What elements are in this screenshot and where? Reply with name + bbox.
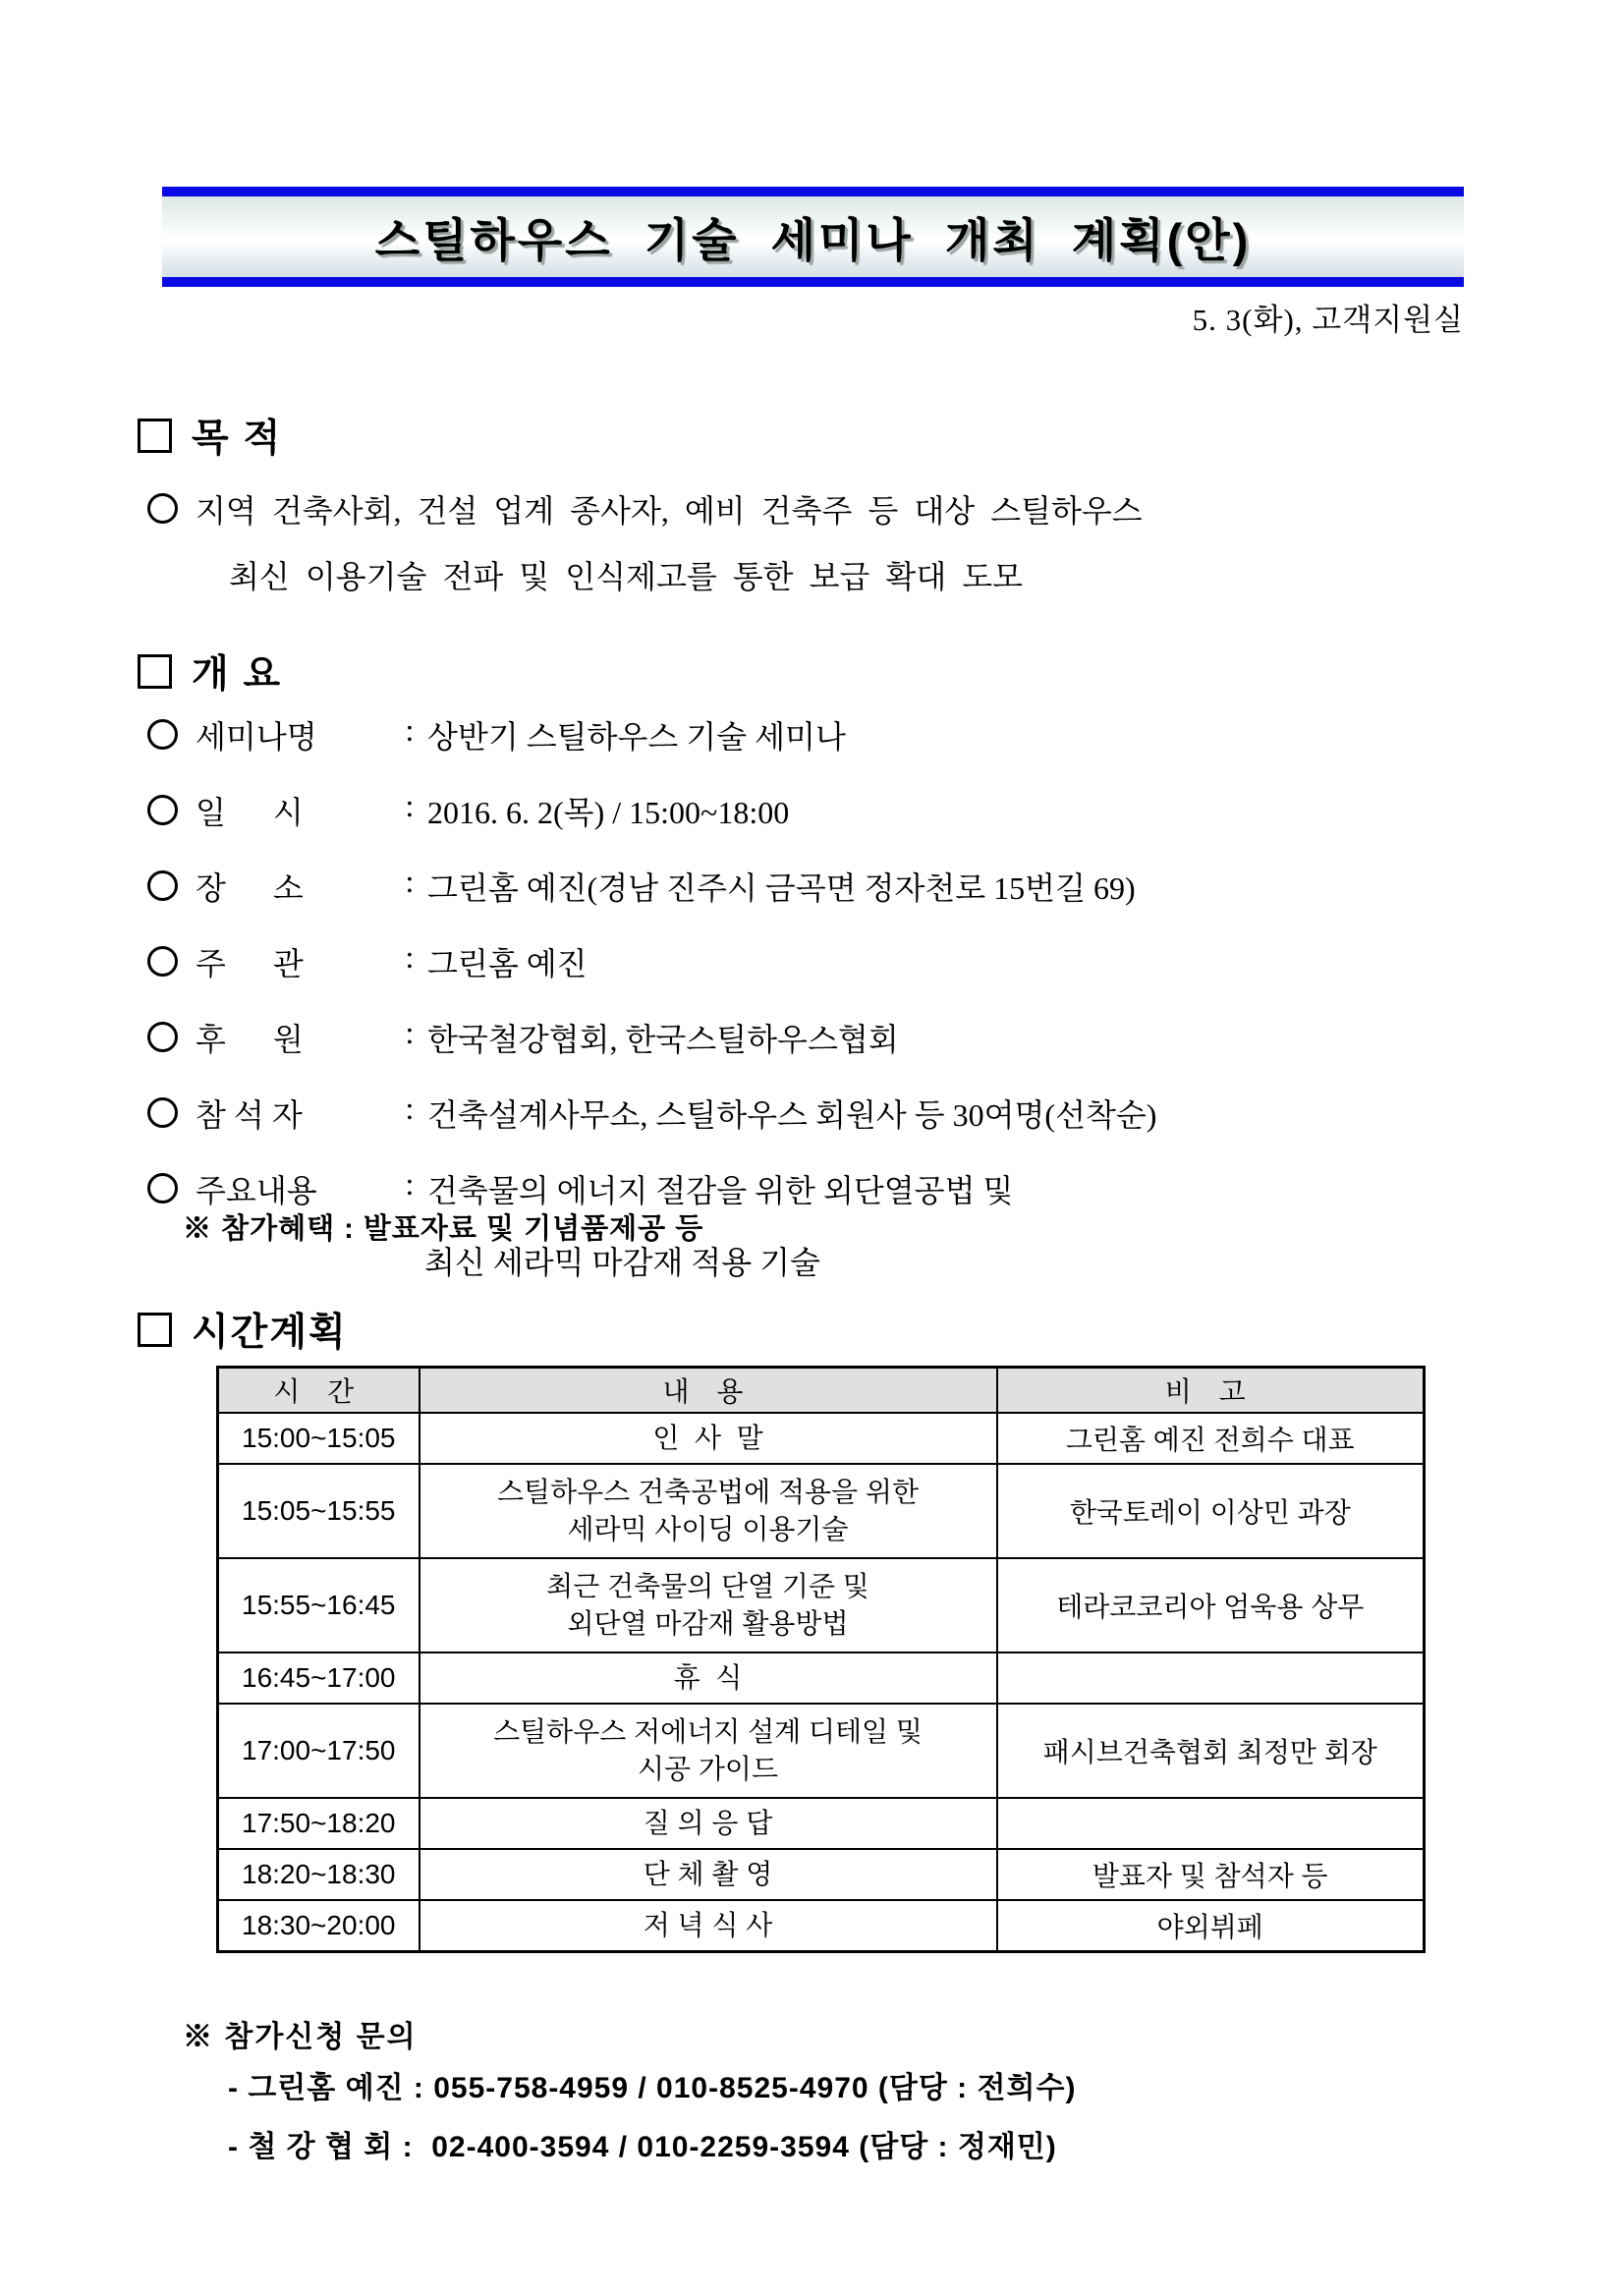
table-row (218, 1900, 1425, 1952)
time-cell: 17:50~18:20 (218, 1798, 420, 1849)
overview-item-value: 2016. 6. 2(목) / 15:00~18:00 (427, 795, 790, 830)
time-cell: 15:55~16:45 (218, 1558, 420, 1652)
table-row (218, 1558, 1425, 1652)
content-cell (420, 1798, 997, 1849)
purpose-line-1 (147, 486, 1523, 532)
overview-item (147, 712, 1542, 757)
content-cell (420, 1704, 997, 1798)
overview-item-value: 그린홈 예진(경남 진주시 금곡면 정자천로 15번길 69) (427, 870, 1136, 906)
overview-item-label: 주 관 (196, 946, 304, 981)
table-row (218, 1413, 1425, 1464)
overview-item (147, 1166, 1542, 1211)
remark-cell (997, 1798, 1425, 1849)
section-heading-purpose (138, 408, 282, 463)
overview-item-separator: : (405, 1166, 415, 1202)
remark-cell: 발표자 및 참석자 등 (997, 1849, 1425, 1900)
table-row (218, 1464, 1425, 1558)
time-cell: 17:00~17:50 (218, 1704, 420, 1798)
overview-item-value: 건축물의 에너지 절감을 위한 외단열공법 및 (427, 1173, 1014, 1208)
overview-item-value: 상반기 스틸하우스 기술 세미나 (427, 719, 846, 755)
footer-contact-list (228, 2063, 1076, 2181)
title-banner (162, 187, 1464, 287)
footer-inquiry-title: ※ 참가신청 문의 (183, 2021, 418, 2053)
overview-item-separator: : (405, 864, 415, 899)
content-line: 스틸하우스 건축공법에 적용을 위한 (496, 1477, 920, 1507)
content-cell (420, 1464, 997, 1558)
time-cell: 18:30~20:00 (218, 1900, 420, 1952)
overview-item (147, 939, 1542, 984)
content-line: 질 의 응 답 (643, 1808, 773, 1838)
content-cell (420, 1558, 997, 1652)
content-cell (420, 1413, 997, 1464)
table-row (218, 1652, 1425, 1704)
circle-bullet-icon (147, 1097, 178, 1128)
table-row (218, 1704, 1425, 1798)
header-remark: 비 고 (997, 1368, 1425, 1414)
overview-item-value: 건축설계사무소, 스틸하우스 회원사 등 30여명(선착순) (427, 1097, 1157, 1133)
content-line: 스틸하우스 저에너지 설계 디테일 및 (493, 1716, 923, 1747)
overview-item-label: 세미나명 (196, 719, 317, 755)
purpose-line-2: 최신 이용기술 전파 및 인식제고를 통한 보급 확대 도모 (229, 559, 1024, 594)
content-line: 최근 건축물의 단열 기준 및 (546, 1571, 869, 1601)
circle-bullet-icon (147, 946, 178, 977)
overview-item-label: 주요내용 (196, 1173, 317, 1208)
section-heading-overview (138, 644, 282, 699)
header-time: 시 간 (218, 1368, 420, 1414)
content-line: 휴 식 (673, 1662, 743, 1693)
content-line: 세라믹 사이딩 이용기술 (567, 1514, 849, 1544)
overview-item-separator: : (405, 788, 415, 823)
time-cell: 16:45~17:00 (218, 1652, 420, 1704)
square-bullet-icon (138, 419, 172, 453)
banner-body (162, 196, 1464, 277)
square-bullet-icon (138, 654, 172, 689)
remark-cell: 패시브건축협회 최정만 회장 (997, 1704, 1425, 1798)
time-cell: 18:20~18:30 (218, 1849, 420, 1900)
square-bullet-icon (138, 1313, 172, 1347)
circle-bullet-icon (147, 493, 178, 524)
purpose-text-1: 지역 건축사회, 건설 업계 종사자, 예비 건축주 등 대상 스틸하우스 (196, 493, 1143, 529)
content-cell (420, 1652, 997, 1704)
circle-bullet-icon (147, 719, 178, 750)
content-line: 저 녁 식 사 (643, 1910, 773, 1940)
remark-cell: 한국토레이 이상민 과장 (997, 1464, 1425, 1558)
header-content: 내 용 (420, 1368, 997, 1414)
remark-cell: 야외뷔페 (997, 1900, 1425, 1952)
overview-item-label: 일 시 (196, 795, 304, 830)
overview-item (147, 1091, 1542, 1136)
date-department-line: 5. 3(화), 고객지원실 (1192, 303, 1464, 337)
remark-cell: 테라코코리아 엄욱용 상무 (997, 1558, 1425, 1652)
overview-item-separator: : (405, 1015, 415, 1050)
overview-item-continuation: 최신 세라믹 마감재 적용 기술 (424, 1245, 820, 1280)
section-heading-schedule (138, 1302, 348, 1357)
circle-bullet-icon (147, 870, 178, 901)
circle-bullet-icon (147, 795, 178, 825)
overview-heading: 개 요 (192, 653, 283, 696)
table-header-row (218, 1368, 1425, 1414)
banner-bottom-bar (162, 277, 1464, 287)
overview-item-label: 참 석 자 (196, 1097, 303, 1133)
remark-cell: 그린홈 예진 전희수 대표 (997, 1413, 1425, 1464)
content-cell (420, 1900, 997, 1952)
circle-bullet-icon (147, 1022, 178, 1052)
content-line: 시공 가이드 (637, 1754, 779, 1784)
overview-item (147, 1015, 1542, 1060)
overview-item-separator: : (405, 712, 415, 748)
content-line: 단 체 촬 영 (643, 1859, 773, 1889)
remark-cell (997, 1652, 1425, 1704)
content-line: 인 사 말 (652, 1423, 763, 1453)
overview-item-separator: : (405, 1091, 415, 1126)
circle-bullet-icon (147, 1173, 178, 1204)
time-cell: 15:00~15:05 (218, 1413, 420, 1464)
content-line: 외단열 마감재 활용방법 (567, 1608, 849, 1639)
schedule-heading: 시간계획 (192, 1312, 348, 1354)
content-cell (420, 1849, 997, 1900)
overview-item-label: 장 소 (196, 870, 304, 906)
contact-line: - 그린홈 예진 : 055-758-4959 / 010-8525-4970 (담당 : 전희수) (228, 2072, 1077, 2104)
document-title: 스틸하우스 기술 세미나 개최 계획(안) (374, 213, 1252, 266)
overview-item-label: 후 원 (196, 1022, 304, 1057)
schedule-table (216, 1366, 1426, 1953)
purpose-heading: 목 적 (192, 418, 283, 460)
overview-item-value: 그린홈 예진 (427, 946, 588, 981)
overview-item-value: 한국철강협회, 한국스틸하우스협회 (427, 1022, 899, 1057)
banner-top-bar (162, 187, 1464, 196)
overview-item (147, 788, 1542, 833)
table-row (218, 1798, 1425, 1849)
time-cell: 15:05~15:55 (218, 1464, 420, 1558)
overview-benefit-note: ※ 참가혜택 : 발표자료 및 기념품제공 등 (183, 1213, 704, 1245)
contact-line: - 철 강 협 회 : 02-400-3594 / 010-2259-3594 (담당 : 정재민) (228, 2131, 1057, 2163)
table-row (218, 1849, 1425, 1900)
overview-item (147, 864, 1542, 909)
overview-item-separator: : (405, 939, 415, 975)
